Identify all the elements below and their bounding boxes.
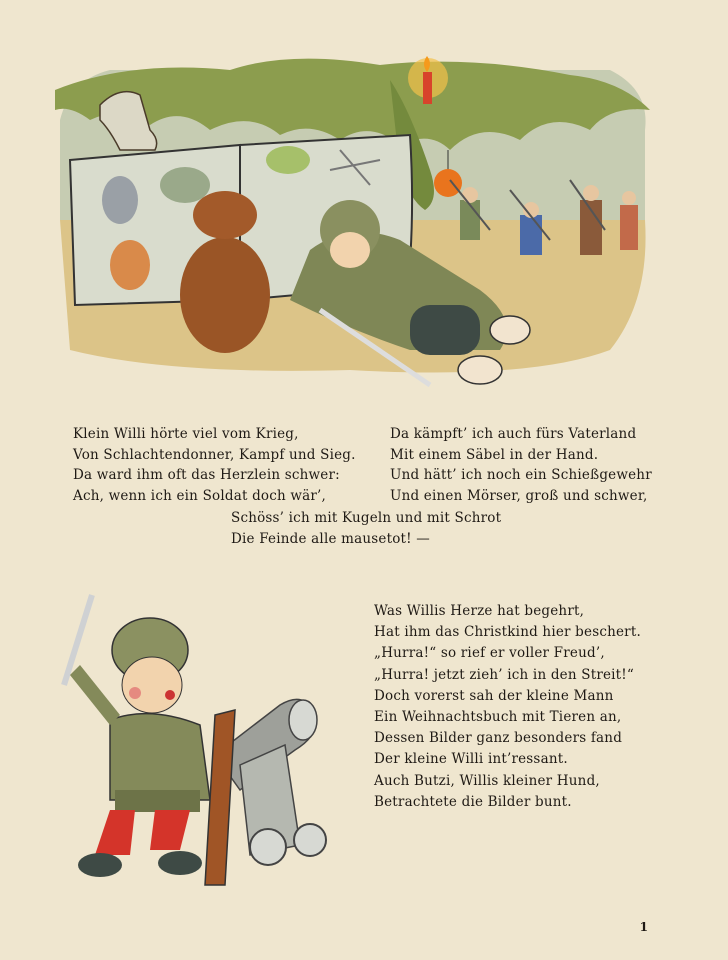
stanza-second	[374, 601, 641, 813]
verse-line: Betrachtete die Bilder bunt.	[374, 793, 572, 810]
verse-line: Die Feinde alle mausetot! —	[231, 530, 430, 547]
verse-line: „Hurra!“ so rief er voller Freud’,	[374, 645, 605, 662]
child-willi-standing	[70, 618, 210, 877]
stanza-right	[390, 424, 652, 506]
stanza-center	[231, 508, 501, 549]
verse-line: Auch Butzi, Willis kleiner Hund,	[374, 772, 600, 789]
verse-line: Mit einem Säbel in der Hand.	[390, 446, 599, 463]
verse-line: Schöss’ ich mit Kugeln und mit Schrot	[231, 510, 502, 526]
dog-butzi	[180, 237, 270, 353]
verse-line: Dessen Bilder ganz besonders fand	[374, 730, 623, 747]
verse-line: Ein Weihnachtsbuch mit Tieren an,	[374, 709, 622, 726]
ornament-ball	[434, 169, 462, 197]
dog-head	[193, 191, 257, 239]
animal-picture	[160, 167, 210, 203]
verse-line: Hat ihm das Christkind hier beschert.	[374, 624, 641, 641]
illustration-top	[50, 50, 670, 400]
verse-line: Doch vorerst sah der kleine Mann	[374, 687, 614, 704]
verse-line: Klein Willi hörte viel vom Krieg,	[73, 426, 299, 442]
verse-line: Da kämpft’ ich auch fürs Vaterland	[390, 426, 637, 442]
verse-line: „Hurra! jetzt zieh’ ich in den Streit!“	[374, 666, 635, 683]
verse-line: Und hätt’ ich noch ein Schießgewehr	[390, 467, 652, 483]
candle	[423, 72, 432, 104]
frog-picture	[266, 146, 310, 174]
toy-rifle	[205, 710, 235, 885]
verse-line: Ach, wenn ich ein Soldat doch wär’,	[73, 487, 327, 504]
page-number: 1	[639, 920, 648, 934]
stanza-left	[73, 424, 356, 506]
verse-line: Da ward ihm oft das Herzlein schwer:	[73, 467, 340, 483]
verse-line: Was Willis Herze hat begehrt,	[374, 603, 585, 619]
verse-line: Von Schlachtendonner, Kampf und Sieg.	[73, 446, 356, 463]
mouse-picture	[102, 176, 138, 224]
rabbit-picture	[110, 240, 150, 290]
verse-line: Und einen Mörser, groß und schwer,	[390, 487, 648, 504]
verse-line: Der kleine Willi int’ressant.	[374, 751, 568, 768]
illustration-bottom	[40, 585, 340, 895]
